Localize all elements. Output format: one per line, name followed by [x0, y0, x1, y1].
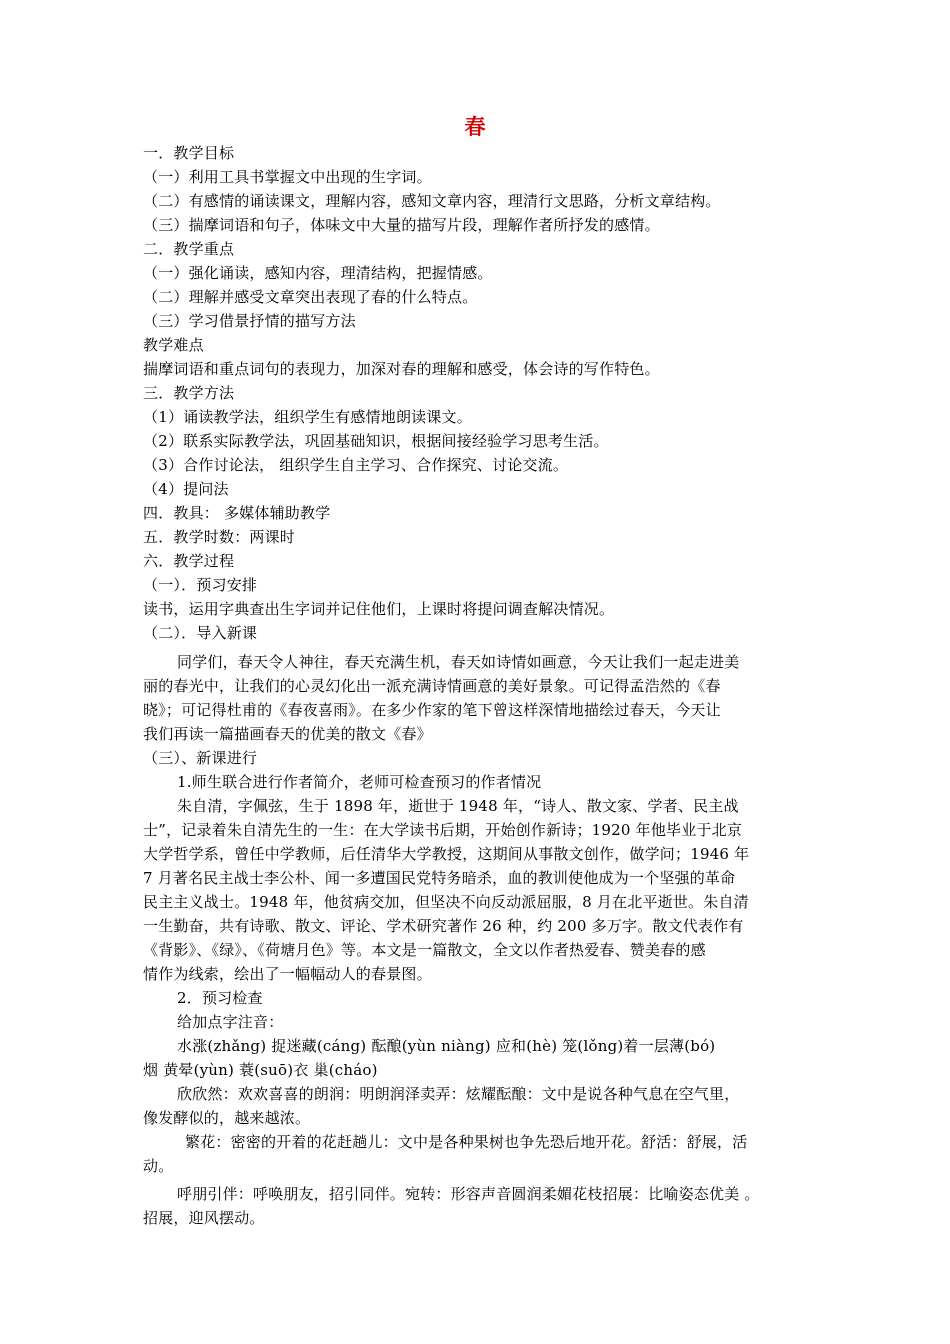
difficulty-heading: 教学难点 [143, 336, 204, 354]
section-heading-focus: 二．教学重点 [143, 240, 235, 258]
section-heading-goals: 一．教学目标 [143, 144, 235, 162]
method-item-4: （4）提问法 [143, 480, 229, 498]
goal-item-3: （三）揣摩词语和句子，体味文中大量的描写片段，理解作者所抒发的感情。 [143, 216, 660, 234]
subheading-new-lesson: （三）、新课进行 [143, 749, 258, 767]
pinyin-line-2: 烟 黄晕(yùn) 蓑(suō)衣 巢(cháo) [143, 1061, 378, 1079]
author-paragraph-line: 民主主义战士。1948 年，他贫病交加，但坚决不向反动派屈服，8 月在北平逝世。朱自清 [143, 893, 749, 911]
author-paragraph-line: 情作为线索，绘出了一幅幅动人的春景图。 [143, 965, 432, 983]
step-1-heading: 1.师生联合进行作者简介，老师可检查预习的作者情况 [177, 773, 542, 791]
method-item-1: （1）诵读教学法，组织学生有感情地朗读课文。 [143, 408, 472, 426]
intro-paragraph-line: 同学们，春天令人神往，春天充满生机，春天如诗情如画意，今天让我们一起走进美 [177, 653, 740, 671]
preview-text: 读书，运用字典查出生字词并记住他们，上课时将提问调查解决情况。 [143, 600, 615, 618]
goal-item-1: （一）利用工具书掌握文中出现的生字词。 [143, 168, 432, 186]
section-heading-tools: 四．教具： 多媒体辅助教学 [143, 504, 331, 522]
section-heading-process: 六．教学过程 [143, 552, 235, 570]
subheading-intro: （二）．导入新课 [143, 624, 258, 642]
difficulty-text: 揣摩词语和重点词句的表现力，加深对春的理解和感受，体会诗的写作特色。 [143, 360, 660, 378]
intro-paragraph-line: 我们再读一篇描画春天的优美的散文《春》 [143, 725, 432, 743]
vocab-line: 像发酵似的，越来越浓。 [143, 1109, 311, 1127]
pinyin-line-1: 水涨(zhǎng) 捉迷藏(cáng) 酝酿(yùn niàng) 应和(hè) 笼(lǒng)着一层薄(bó) [177, 1037, 716, 1055]
vocab-line: 呼朋引伴：呼唤朋友，招引同伴。宛转：形容声音圆润柔媚花枝招展：比喻姿态优美 。 [177, 1185, 760, 1203]
author-paragraph-line: 《背影》、《绿》、《荷塘月色》等。本文是一篇散文，全文以作者热爱春、赞美春的感 [143, 941, 706, 959]
author-paragraph-line: 大学哲学系，曾任中学教师，后任清华大学教授，这期间从事散文创作，做学问；1946 年 [143, 845, 750, 863]
vocab-line: 欣欣然：欢欢喜喜的朗润：明朗润泽卖弄：炫耀酝酿：文中是说各种气息在空气里， [177, 1085, 740, 1103]
author-paragraph-line: 士”，记录着朱自清先生的一生：在大学读书后期，开始创作新诗；1920 年他毕业于北京 [143, 821, 743, 839]
vocab-line: 动。 [143, 1157, 174, 1175]
goal-item-2: （二）有感情的诵读课文，理解内容，感知文章内容，理清行文思路，分析文章结构。 [143, 192, 721, 210]
intro-paragraph-line: 丽的春光中，让我们的心灵幻化出一派充满诗情画意的美好景象。可记得孟浩然的《春 [143, 677, 721, 695]
author-paragraph-line: 7 月著名民主战士李公朴、闻一多遭国民党特务暗杀，血的教训使他成为一个坚强的革命 [143, 869, 736, 887]
pinyin-instruction: 给加点字注音： [177, 1013, 284, 1031]
method-item-2: （2）联系实际教学法，巩固基础知识，根据间接经验学习思考生活。 [143, 432, 609, 450]
step-2-heading: 2．预习检查 [177, 989, 263, 1007]
author-paragraph-line: 朱自清，字佩弦，生于 1898 年，逝世于 1948 年，“诗人、散文家、学者、民主战 [177, 797, 739, 815]
page-title: 春 [464, 114, 486, 139]
vocab-line: 招展，迎风摆动。 [143, 1209, 265, 1227]
author-paragraph-line: 一生勤奋，共有诗歌、散文、评论、学术研究著作 26 种，约 200 多万字。散文代表作有 [143, 917, 744, 935]
focus-item-3: （三）学习借景抒情的描写方法 [143, 312, 356, 330]
section-heading-methods: 三．教学方法 [143, 384, 235, 402]
section-heading-hours: 五．教学时数：两课时 [143, 528, 296, 546]
subheading-preview: （一）．预习安排 [143, 576, 258, 594]
focus-item-2: （二）理解并感受文章突出表现了春的什么特点。 [143, 288, 478, 306]
method-item-3: （3）合作讨论法， 组织学生自主学习、合作探究、讨论交流。 [143, 456, 569, 474]
intro-paragraph-line: 晓》；可记得杜甫的《春夜喜雨》。在多少作家的笔下曾这样深情地描绘过春天，今天让 [143, 701, 721, 719]
vocab-line: 繁花：密密的开着的花赶趟儿：文中是各种果树也争先恐后地开花。舒活：舒展，活 [185, 1133, 748, 1151]
focus-item-1: （一）强化诵读，感知内容，理清结构，把握情感。 [143, 264, 493, 282]
